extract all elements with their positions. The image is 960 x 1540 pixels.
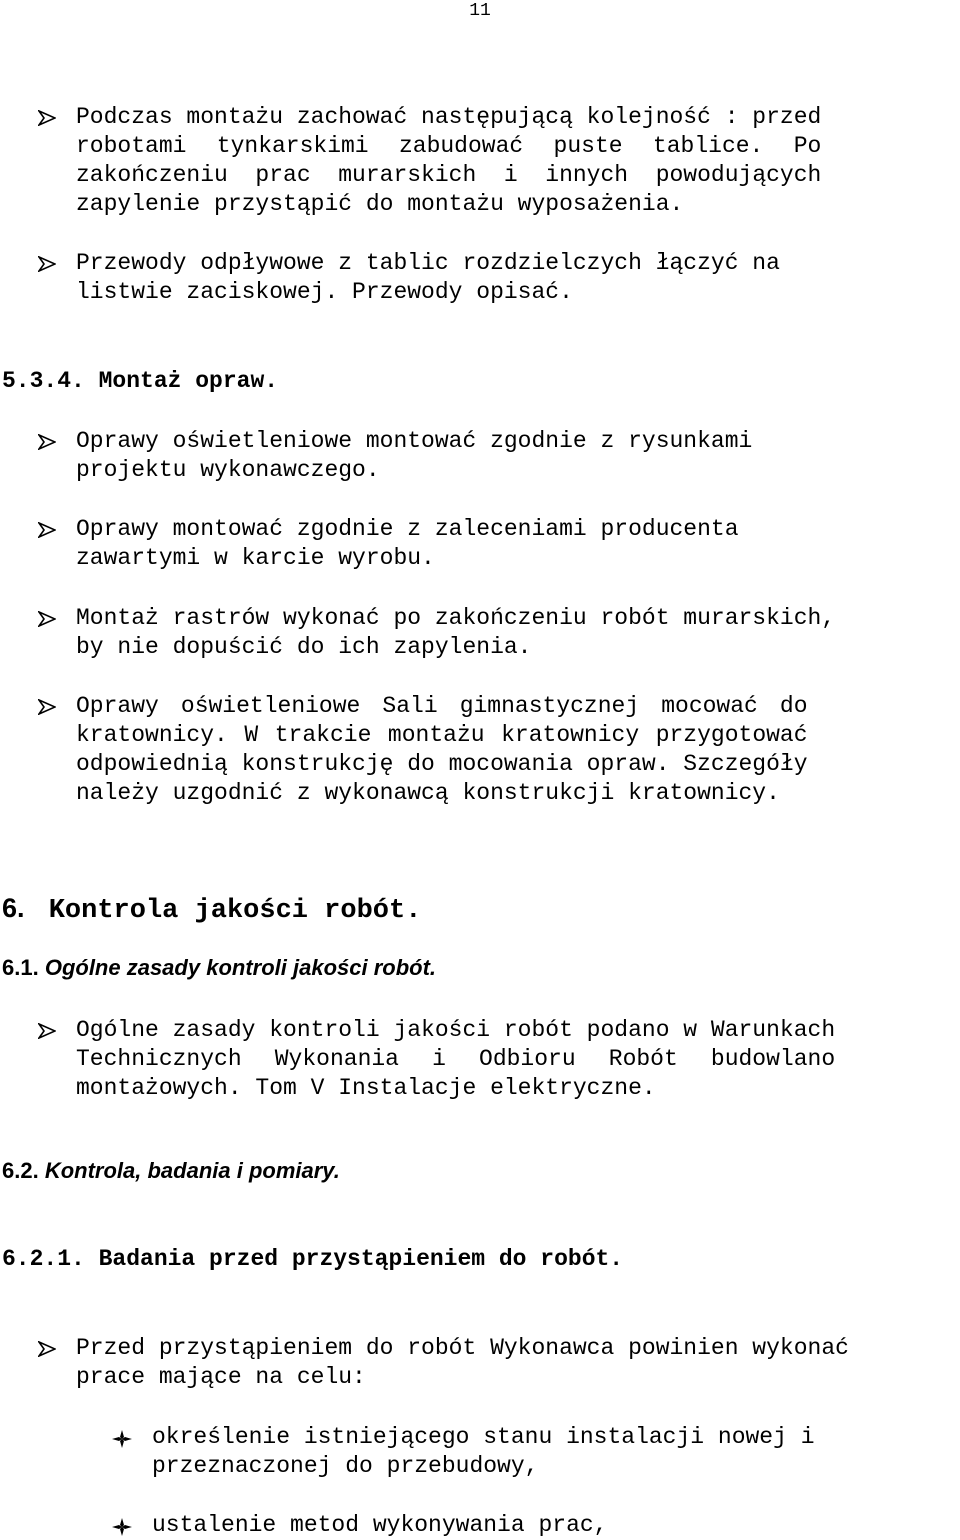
bullet-text: Oprawy oświetleniowe montować zgodnie z rysunkami projektu wykonawczego. [76, 428, 753, 483]
section-heading-6-1 [2, 955, 436, 981]
arrowhead-bullet-icon [38, 515, 76, 544]
section-heading-5-3-4: 5.3.4. Montaż opraw. [2, 368, 279, 394]
bullet-text: Oprawy oświetleniowe Sali gimnastycznej mocować do kratownicy. W trakcie montażu kratownicy przygotować odpowiednią konstrukcję do mocowania opraw. Szczegóły należy uzgodnić z wykonawcą konstrukcji kratownicy. [76, 693, 808, 806]
section-title: Kontrola jakości robót. [48, 896, 422, 926]
section-number: 6.2. [2, 1158, 39, 1183]
section-heading-6-2 [2, 1158, 340, 1184]
bullet-item [38, 249, 960, 307]
diamond-bullet-icon [112, 1423, 152, 1452]
bullet-item [38, 515, 960, 573]
arrowhead-bullet-icon [38, 604, 76, 633]
bullet-item [38, 604, 960, 662]
bullet-text: Podczas montażu zachować następującą kolejność : przed robotami tynkarskimi zabudować puste tablice. Po zakończeniu prac murarskich i innych powodujących zapylenie przystąpić do montażu wyposażenia. [76, 104, 822, 217]
section-heading-6-2-1: 6.2.1. Badania przed przystąpieniem do robót. [2, 1246, 624, 1272]
section-number: 6.1. [2, 955, 39, 980]
bullet-text: Montaż rastrów wykonać po zakończeniu robót murarskich, by nie dopuścić do ich zapylenia. [76, 605, 836, 660]
sub-bullet-text: określenie istniejącego stanu instalacji nowej i przeznaczonej do przebudowy, [152, 1424, 815, 1479]
bullet-text: Przewody odpływowe z tablic rozdzielczych łączyć na listwie zaciskowej. Przewody opisać. [76, 250, 780, 305]
sub-bullet-item [112, 1511, 912, 1540]
bullet-item [38, 427, 960, 485]
section-heading-6 [2, 893, 421, 926]
arrowhead-bullet-icon [38, 1334, 76, 1363]
section-title: Ogólne zasady kontroli jakości robót. [44, 955, 437, 980]
bullet-text: Oprawy montować zgodnie z zaleceniami producenta zawartymi w karcie wyrobu. [76, 516, 739, 571]
arrowhead-bullet-icon [38, 1016, 76, 1045]
sub-bullet-text: ustalenie metod wykonywania prac, [152, 1512, 608, 1538]
section-number: 6. [2, 893, 25, 923]
sub-bullet-item [112, 1423, 912, 1481]
bullet-text: Ogólne zasady kontroli jakości robót podano w Warunkach Technicznych Wykonania i Odbioru Robót budowlano montażowych. Tom V Instalacje elektryczne. [76, 1017, 836, 1101]
bullet-item [38, 1334, 960, 1392]
section-title: Kontrola, badania i pomiary. [44, 1158, 340, 1183]
arrowhead-bullet-icon [38, 427, 76, 456]
arrowhead-bullet-icon [38, 692, 76, 721]
bullet-item [38, 103, 960, 219]
bullet-text: Przed przystąpieniem do robót Wykonawca powinien wykonać prace mające na celu: [76, 1335, 849, 1390]
arrowhead-bullet-icon [38, 103, 76, 132]
arrowhead-bullet-icon [38, 249, 76, 278]
bullet-item [38, 1016, 960, 1103]
diamond-bullet-icon [112, 1511, 152, 1540]
page-number: 11 [469, 1, 491, 21]
bullet-item [38, 692, 960, 808]
